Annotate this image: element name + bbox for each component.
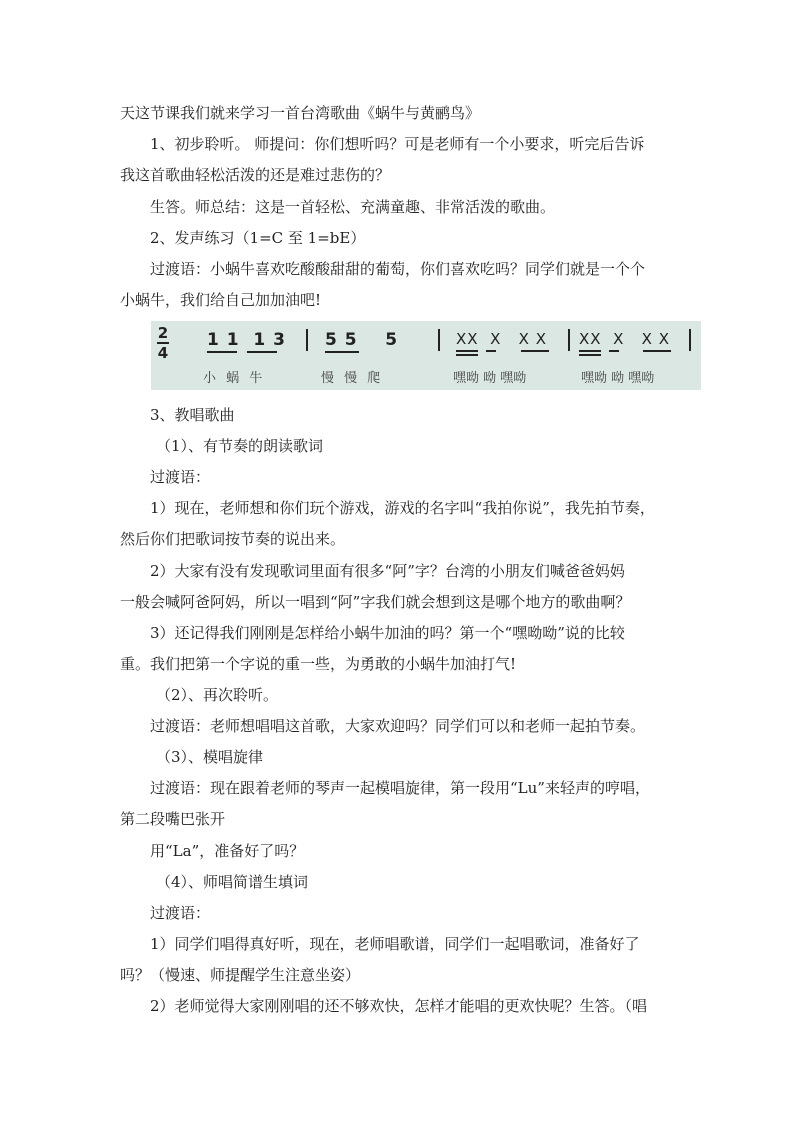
- text-line: 过渡语：老师想唱唱这首歌，大家欢迎吗？同学们可以和老师一起拍节奏。: [150, 717, 646, 735]
- text-line: 然后你们把歌词按节奏的说出来。: [120, 530, 346, 548]
- text-line: 2）大家有没有发现歌词里面有很多“阿”字？台湾的小朋友们喊爸爸妈妈: [150, 562, 625, 580]
- underline-beat: [579, 354, 601, 356]
- text-line: 用“La”，准备好了吗？: [150, 842, 305, 860]
- underline-beat: [456, 354, 478, 356]
- text-line: 过渡语：小蜗牛喜欢吃酸酸甜甜的葡萄，你们喜欢吃吗？同学们就是一个个: [150, 260, 646, 278]
- text-line: 天这节课我们就来学习一首台湾歌曲《蜗牛与黄鹂鸟》: [120, 104, 481, 122]
- time-signature: [157, 325, 169, 361]
- subsection-heading: （3）、模唱旋律: [156, 748, 264, 766]
- bar-line: [568, 329, 570, 351]
- underline-beat: [643, 350, 671, 352]
- lyrics-3: 嘿呦 呦 嘿呦: [453, 371, 527, 386]
- bar-line: [689, 329, 691, 351]
- text-line: 1）现在，老师想和你们玩个游戏，游戏的名字叫“我拍你说”，我先拍节奏，: [150, 499, 655, 517]
- underline-beat: [609, 350, 619, 352]
- text-line: 重。我们把第一个字说的重一些，为勇敢的小蜗牛加油打气!: [120, 655, 517, 673]
- text-line: 吗？（慢速、师提醒学生注意坐姿）: [120, 966, 361, 984]
- text-line: 我这首歌曲轻松活泼的还是难过悲伤的？: [120, 166, 391, 184]
- lyrics-4: 嘿呦 呦 嘿呦: [581, 371, 655, 386]
- underline-beat: [486, 350, 496, 352]
- measure-1-notes: 1 1 1 3: [207, 330, 286, 350]
- text-line: 过渡语：: [150, 468, 211, 486]
- underline-beat: [247, 351, 277, 353]
- text-line: 小蜗牛，我们给自己加加油吧!: [120, 291, 322, 309]
- text-line: 过渡语：: [150, 904, 211, 922]
- subsection-heading: （1）、有节奏的朗读歌词: [156, 437, 324, 455]
- bar-line: [306, 329, 308, 351]
- measure-3-rhythm: XX X X X: [456, 330, 547, 348]
- subsection-heading: （4）、师唱简谱生填词: [156, 873, 309, 891]
- text-line: 1）同学们唱得真好听，现在，老师唱歌谱，同学们一起唱歌词，准备好了: [150, 935, 640, 953]
- underline-beat: [521, 350, 549, 352]
- underline-beat: [325, 351, 359, 353]
- time-signature-bottom: 4: [157, 344, 169, 362]
- text-line: 1、初步聆听。 师提问：你们想听吗？可是老师有一个小要求，听完后告诉: [150, 135, 645, 153]
- underline-beat: [456, 350, 478, 352]
- subsection-heading: （2）、再次聆听。: [156, 686, 279, 704]
- text-line: 生答。师总结：这是一首轻松、充满童趣、非常活泼的歌曲。: [150, 198, 556, 216]
- section-heading: 3、教唱歌曲: [150, 406, 235, 424]
- text-line: 过渡语：现在跟着老师的琴声一起模唱旋律，第一段用“Lu”来轻声的哼唱，: [150, 779, 650, 797]
- underline-beat: [207, 351, 237, 353]
- time-signature-top: 2: [157, 324, 169, 342]
- measure-2-notes: 5 5 5: [325, 330, 399, 350]
- music-notation-figure: [151, 321, 701, 390]
- text-line: 一般会喊阿爸阿妈，所以一唱到“阿”字我们就会想到这是哪个地方的歌曲啊？: [120, 593, 631, 611]
- measure-4-rhythm: XX X X X: [579, 330, 670, 348]
- lyrics-2: 慢 慢 爬: [321, 371, 384, 386]
- bar-line: [438, 329, 440, 351]
- underline-beat: [579, 350, 601, 352]
- text-line: 第二段嘴巴张开: [120, 810, 226, 828]
- text-line: 3）还记得我们刚刚是怎样给小蜗牛加油的吗？第一个“嘿呦呦”说的比较: [150, 624, 625, 642]
- lyrics-1: 小 蜗 牛: [203, 371, 266, 386]
- text-line: 2、发声练习（1=C 至 1=bE）: [150, 229, 366, 247]
- text-line: 2）老师觉得大家刚刚唱的还不够欢快，怎样才能唱的更欢快呢？生答。（唱: [150, 997, 648, 1015]
